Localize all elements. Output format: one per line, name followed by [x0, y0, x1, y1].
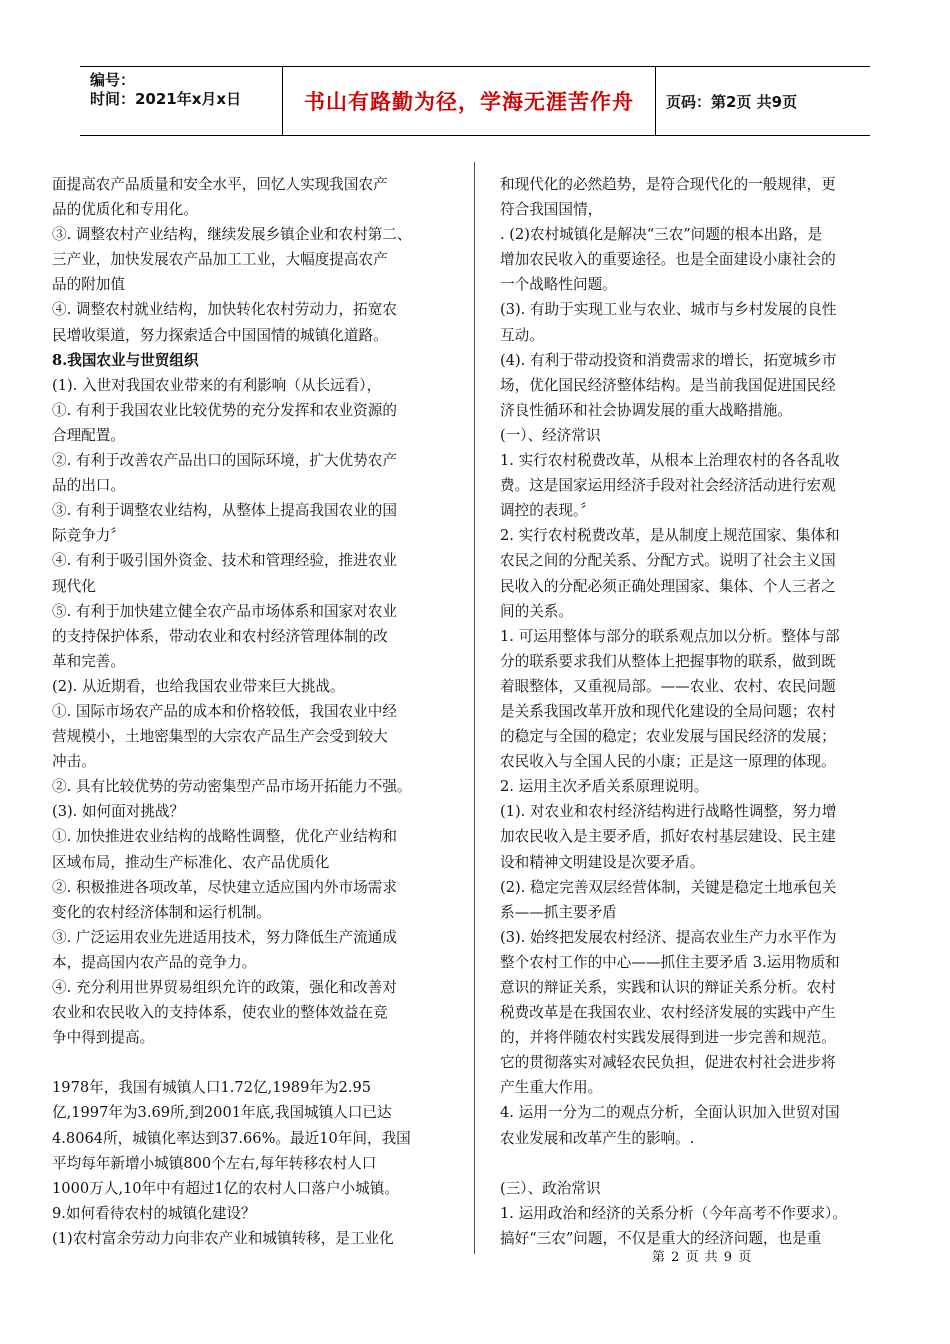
text-line: ③. 广泛运用农业先进适用技术，努力降低生产流通成: [52, 928, 397, 946]
text-line: 际竞争力〞: [52, 527, 125, 545]
header-motto: 书山有路勤为径，学海无涯苦作舟: [283, 67, 656, 135]
text-line: 意识的辩证关系，实践和认识的辩证关系分析。农村: [500, 979, 836, 996]
text-line: 和现代化的必然趋势，是符合现代化的一般规律，更: [500, 176, 836, 193]
text-line: 加农民收入是主要矛盾，抓好农村基层建设、民主建: [500, 828, 836, 846]
text-line: ①. 加快推进农业结构的战略性调整，优化产业结构和: [52, 828, 397, 846]
text-line: 是关系我国改革开放和现代化建设的全局问题；农村: [500, 702, 836, 720]
text-line: 农民收入与全国人民的小康；正是这一原理的体现。: [500, 753, 836, 771]
text-line: 面提高农产品质量和安全水平，回忆人实现我国农产: [52, 176, 388, 193]
text-line: 2. 运用主次矛盾关系原理说明。: [500, 778, 709, 796]
text-line: 本，提高国内农产品的竞争力。: [52, 953, 257, 971]
text-line: 革和完善。: [52, 652, 125, 670]
text-line: 搞好“三农”问题，不仅是重大的经济问题，也是重: [500, 1229, 822, 1247]
text-line: 整个农村工作的中心——抓住主要矛盾 3.运用物质和: [500, 953, 840, 971]
text-line: 1. 可运用整体与部分的联系观点加以分析。整体与部: [500, 627, 840, 645]
text-line: 它的贯彻落实对减轻农民负担，促进农村社会进步将: [500, 1054, 836, 1072]
text-line: 农民之间的分配关系、分配方式。说明了社会主义国: [500, 552, 836, 570]
text-line: 1. 实行农村税费改革，从根本上治理农村的各各乱收: [500, 452, 840, 470]
text-line: ④. 充分利用世界贸易组织允许的政策，强化和改善对: [52, 979, 397, 996]
text-line: 1978年，我国有城镇人口1.72亿,1989年为2.95: [52, 1079, 372, 1097]
text-line: 品的出口。: [52, 477, 125, 495]
text-line: ④. 调整农村就业结构，加快转化农村劳动力，拓宽农: [52, 301, 397, 319]
text-line: (一）、经济常识: [500, 426, 601, 444]
text-line: 1. 运用政治和经济的关系分析（今年高考不作要求）。: [500, 1204, 847, 1222]
serial-label: 编号：: [90, 71, 136, 89]
text-line: (3). 有助于实现工业与农业、城市与乡村发展的良性: [500, 301, 837, 319]
text-line: 变化的农村经济体制和运行机制。: [52, 903, 271, 921]
text-line: 一个战略性问题。: [500, 276, 617, 294]
text-line: 税费改革是在我国农业、农村经济发展的实践中产生: [500, 1004, 836, 1022]
text-line: . (2)农村城镇化是解决“三农”问题的根本出路，是: [500, 226, 823, 244]
text-line: 民收入的分配必须正确处理国家、集体、个人三者之: [500, 577, 836, 595]
header-page-number: 页码：第2页 共9页: [666, 92, 798, 111]
text-line: 场，优化国民经济整体结构。是当前我国促进国民经: [500, 376, 836, 394]
text-line: ②. 有利于改善农产品出口的国际环境，扩大优势农产: [52, 452, 397, 470]
text-line: (2). 稳定完善双层经营体制，关键是稳定土地承包关: [500, 878, 837, 896]
text-line: 4.8064所，城镇化率达到37.66%。最近10年间，我国: [52, 1129, 411, 1147]
text-line: (3). 始终把发展农村经济、提高农业生产力水平作为: [500, 928, 837, 946]
text-line: 的，并将伴随农村实践发展得到进一步完善和规范。: [500, 1029, 836, 1047]
text-line: 的稳定与全国的稳定；农业发展与国民经济的发展；: [500, 728, 836, 746]
text-line: ③. 有利于调整农业结构，从整体上提高我国农业的国: [52, 502, 397, 520]
text-line: 互动。: [500, 326, 544, 344]
text-line: 品的优质化和专用化。: [52, 201, 198, 219]
text-line: 农业和农民收入的支持体系，使农业的整体效益在竞: [52, 1004, 388, 1022]
text-line: 平均每年新增小城镇800个左右,每年转移农村人口: [52, 1154, 377, 1172]
page-header: [80, 66, 870, 136]
text-line: ①. 国际市场农产品的成本和价格较低，我国农业中经: [52, 702, 397, 720]
time-label: 时间：2021年x月x日: [90, 90, 242, 108]
text-line: ①. 有利于我国农业比较优势的充分发挥和农业资源的: [52, 401, 397, 419]
text-line: (1). 入世对我国农业带来的有利影响（从长远看），: [52, 376, 382, 394]
text-line: ②. 积极推进各项改革，尽快建立适应国内外市场需求: [52, 878, 397, 896]
text-line: 品的附加值: [52, 276, 125, 294]
text-line: 三产业，加快发展农产品加工工业，大幅度提高农产: [52, 251, 388, 269]
text-line: 设和精神文明建设是次要矛盾。: [500, 853, 705, 871]
text-line: [52, 1050, 462, 1075]
text-line: (4). 有利于带动投资和消费需求的增长，拓宽城乡市: [500, 351, 837, 369]
text-line: 亿,1997年为3.69所,到2001年底,我国城镇人口已达: [52, 1104, 392, 1122]
text-line: ③. 调整农村产业结构，继续发展乡镇企业和农村第二、: [52, 226, 412, 244]
text-line: [500, 1151, 900, 1176]
text-line: ⑤. 有利于加快建立健全农产品市场体系和国家对农业: [52, 602, 397, 620]
text-line: 分的联系要求我们从整体上把握事物的联系，做到既: [500, 652, 836, 670]
text-line: 济良性循环和社会协调发展的重大战略措施。: [500, 401, 792, 419]
text-line: (1)农村富余劳动力向非农产业和城镇转移，是工业化: [52, 1229, 394, 1247]
text-line: 2. 实行农村税费改革，是从制度上规范国家、集体和: [500, 527, 840, 545]
text-line: ④. 有利于吸引国外资金、技术和管理经验，推进农业: [52, 552, 397, 570]
text-line: 农业发展和改革产生的影响。.: [500, 1129, 695, 1147]
header-meta: [80, 67, 283, 135]
text-line: 着眼整体，又重视局部。——农业、农村、农民问题: [500, 677, 836, 695]
text-line: 的支持保护体系，带动农业和农村经济管理体制的改: [52, 627, 388, 645]
text-line: 营规模小，土地密集型的大宗农产品生产会受到较大: [52, 728, 388, 746]
right-column: [500, 172, 900, 1251]
text-line: 合理配置。: [52, 426, 125, 444]
text-line: ②. 具有比较优势的劳动密集型产品市场开拓能力不强。: [52, 778, 412, 796]
text-line: 4. 运用一分为二的观点分析，全面认识加入世贸对国: [500, 1104, 840, 1122]
text-line: (2). 从近期看，也给我国农业带来巨大挑战。: [52, 677, 345, 695]
text-line: 争中得到提高。: [52, 1029, 155, 1047]
text-line: 8.我国农业与世贸组织: [52, 351, 199, 369]
text-line: 间的关系。: [500, 602, 573, 620]
text-line: 符合我国国情，: [500, 201, 603, 219]
text-line: 产生重大作用。: [500, 1079, 603, 1097]
text-line: 增加农民收入的重要途径。也是全面建设小康社会的: [500, 251, 836, 269]
text-line: 9.如何看待农村的城镇化建设？: [52, 1204, 256, 1222]
left-column: [52, 172, 462, 1251]
text-line: 区域布局，推动生产标准化、农产品优质化: [52, 853, 330, 871]
column-divider: [474, 162, 475, 1254]
text-line: 民增收渠道，努力探索适合中国国情的城镇化道路。: [52, 326, 388, 344]
text-line: 系——抓主要矛盾: [500, 903, 617, 921]
text-line: 现代化: [52, 577, 96, 595]
text-line: 1000万人,10年中有超过1亿的农村人口落户小城镇。: [52, 1179, 399, 1197]
text-line: 费。这是国家运用经济手段对社会经济活动进行宏观: [500, 477, 836, 495]
text-line: 调控的表现。〞: [500, 502, 595, 520]
text-line: (1). 对农业和农村经济结构进行战略性调整，努力增: [500, 803, 837, 821]
text-line: (3). 如何面对挑战？: [52, 803, 185, 821]
text-line: (三）、政治常识: [500, 1179, 601, 1197]
text-line: 冲击。: [52, 753, 96, 771]
page-footer: 第 2 页 共 9 页: [652, 1250, 753, 1265]
